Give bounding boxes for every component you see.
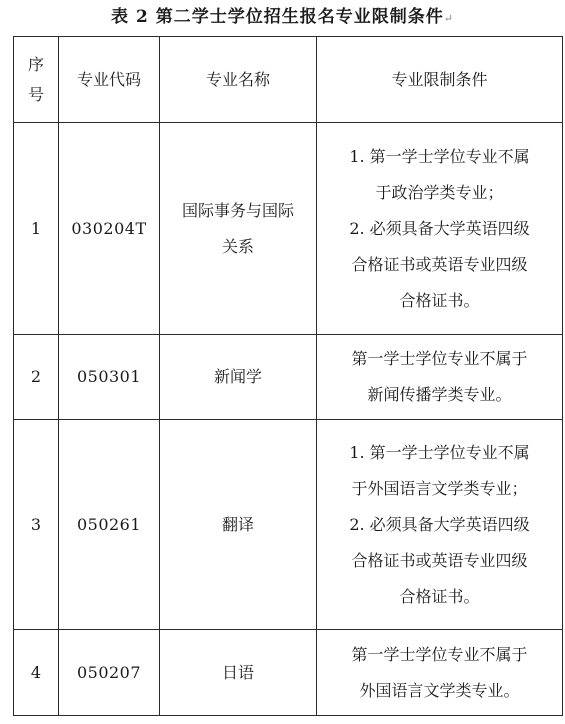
table-row [14, 630, 563, 716]
row-no: 3 [14, 420, 59, 630]
table-title [0, 6, 565, 30]
paragraph-mark-icon: ↵ [443, 12, 454, 25]
row-no: 4 [14, 630, 59, 716]
header-no-line1: 序 [27, 54, 44, 74]
header-name: 专业名称 [160, 37, 317, 123]
row-no: 1 [14, 123, 59, 335]
row-cond [317, 123, 563, 335]
row-name-line: 关系 [221, 236, 254, 256]
row-cond-line: 新闻传播学类专业。 [367, 385, 512, 404]
row-code: 050301 [59, 335, 160, 420]
table-row [14, 420, 563, 630]
row-name-line: 日语 [221, 662, 254, 682]
row-name-line: 国际事务与国际 [181, 200, 294, 220]
table-title-text: 表 2 第二学士学位招生报名专业限制条件 [111, 7, 444, 27]
row-cond-line: 1. 第一学士学位专业不属 [349, 442, 530, 462]
row-cond [317, 420, 563, 630]
header-code: 专业代码 [59, 37, 160, 123]
table-row [14, 123, 563, 335]
row-cond [317, 335, 563, 420]
header-no [14, 37, 59, 123]
row-cond-line: 第一学士学位专业不属于 [351, 349, 528, 368]
row-code: 030204T [59, 123, 160, 335]
row-name [160, 123, 317, 335]
row-cond-line: 于政治学类专业； [375, 182, 504, 202]
row-name [160, 630, 317, 716]
row-cond-line: 合格证书。 [399, 290, 480, 310]
row-cond-line: 合格证书。 [399, 586, 480, 606]
header-row [14, 37, 563, 123]
row-cond-line: 合格证书或英语专业四级 [351, 254, 528, 274]
row-name [160, 335, 317, 420]
header-no-line2: 号 [27, 84, 44, 104]
row-cond-line: 外国语言文学类专业。 [359, 680, 520, 700]
row-cond-line: 第一学士学位专业不属于 [351, 644, 528, 664]
table-row [14, 335, 563, 420]
row-cond-line: 合格证书或英语专业四级 [351, 550, 528, 570]
row-cond-line: 2. 必须具备大学英语四级 [349, 514, 530, 534]
row-code: 050207 [59, 630, 160, 716]
row-name-line: 翻译 [221, 514, 254, 534]
row-name [160, 420, 317, 630]
restriction-table [13, 36, 563, 716]
row-cond-line: 1. 第一学士学位专业不属 [349, 146, 530, 166]
header-cond: 专业限制条件 [317, 37, 563, 123]
row-name-line: 新闻学 [213, 367, 262, 386]
row-cond-line: 2. 必须具备大学英语四级 [349, 218, 530, 238]
row-no: 2 [14, 335, 59, 420]
row-code: 050261 [59, 420, 160, 630]
row-cond-line: 于外国语言文学类专业； [351, 478, 528, 498]
row-cond [317, 630, 563, 716]
